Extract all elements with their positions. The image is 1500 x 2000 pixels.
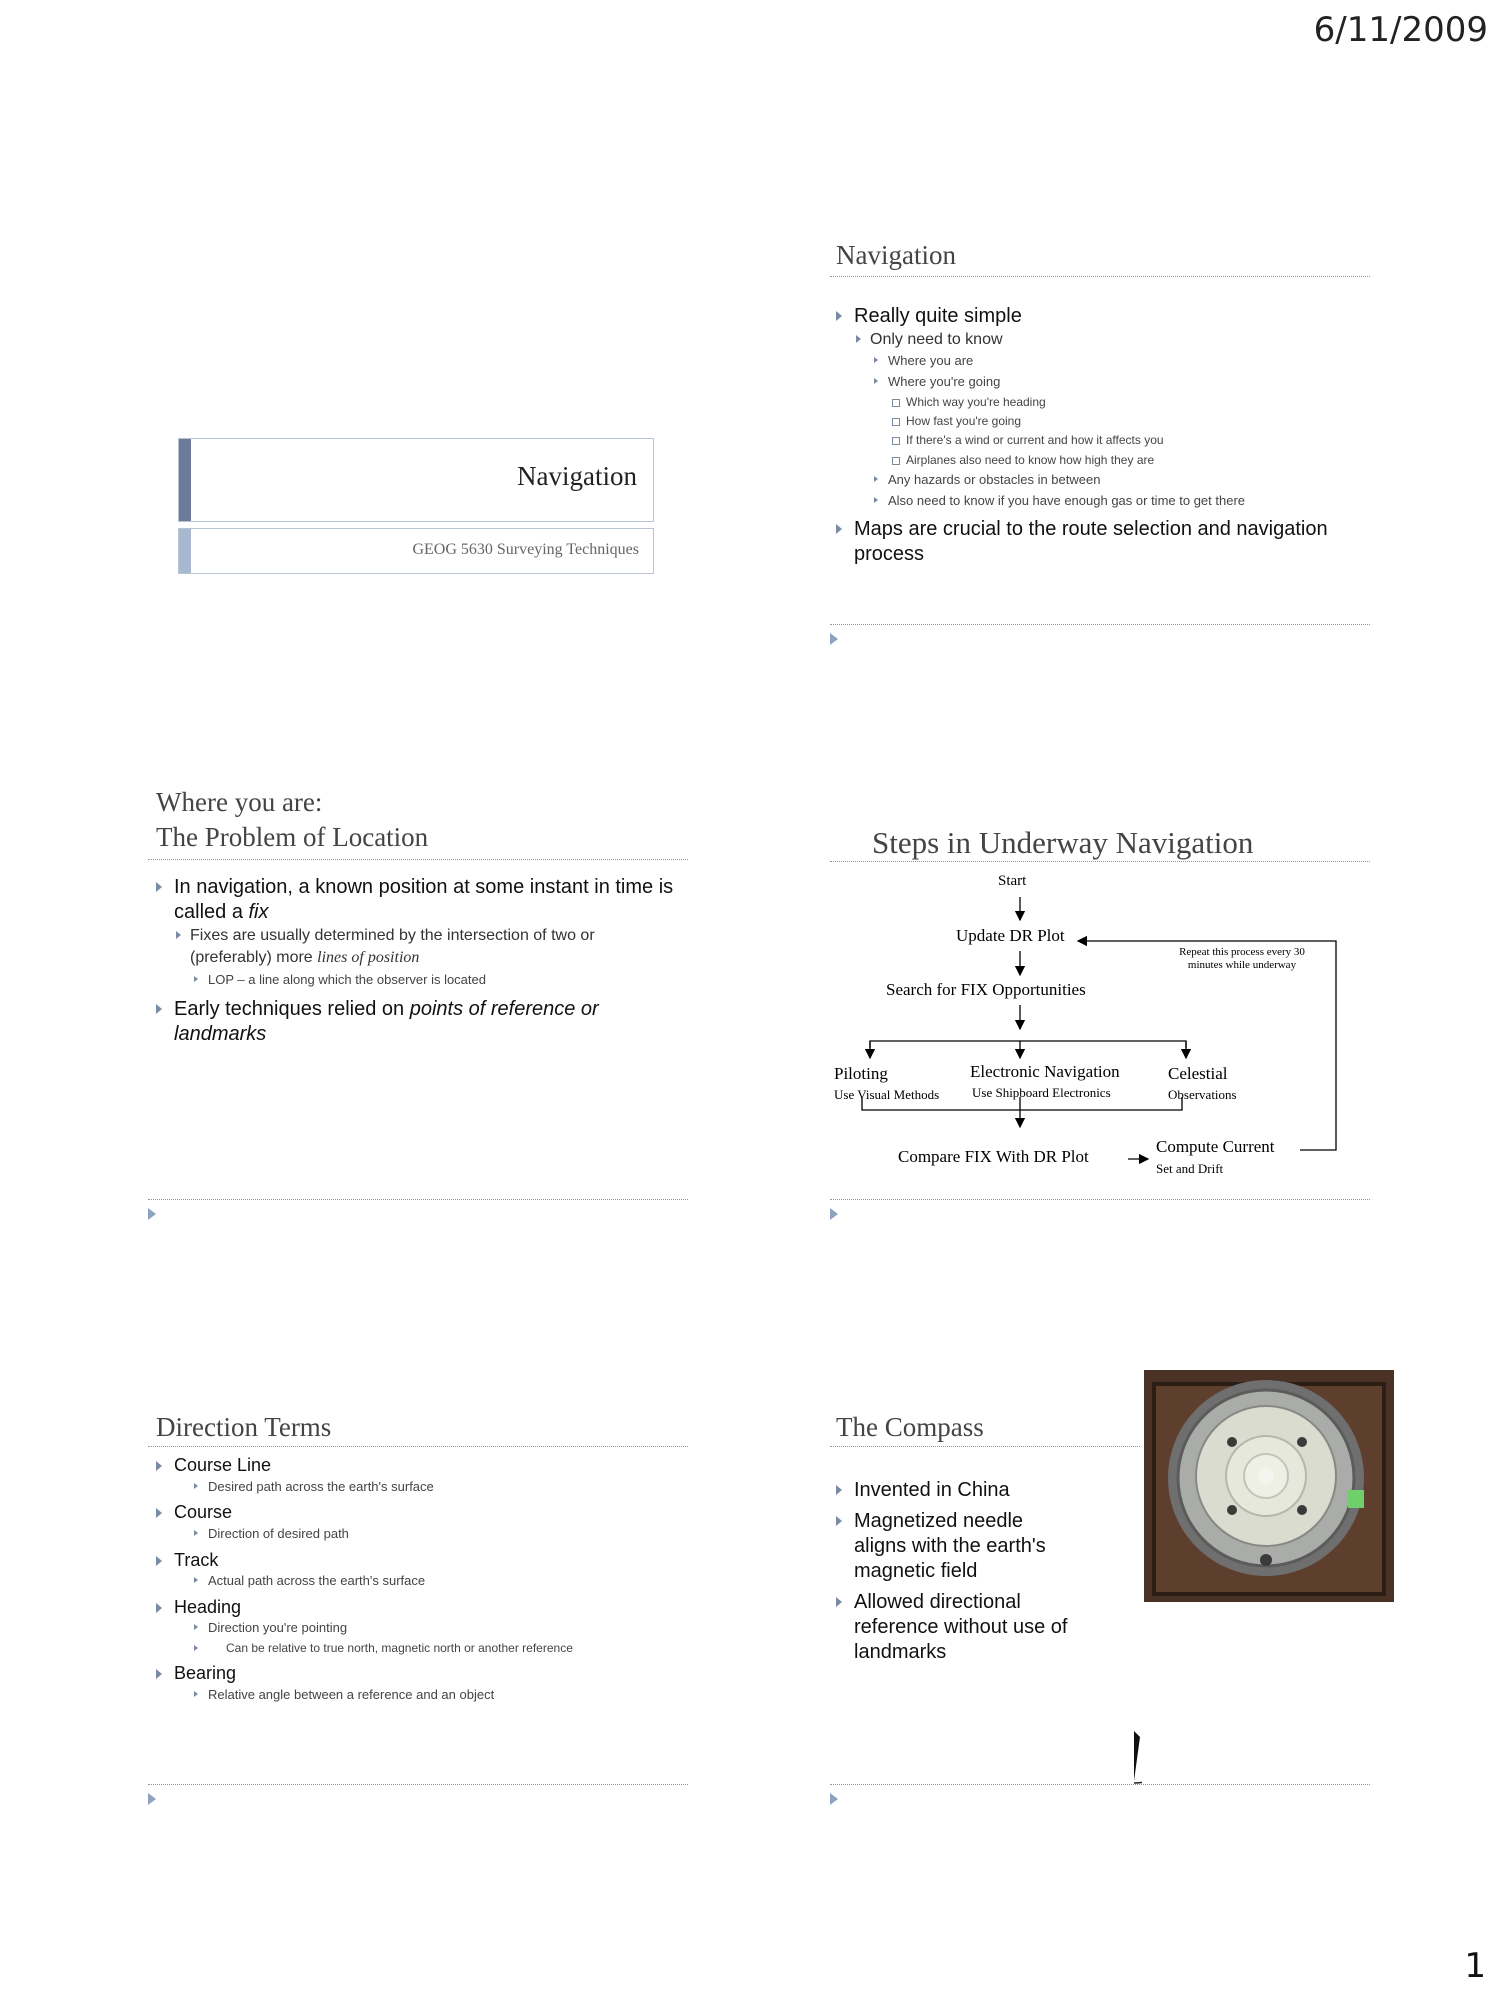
compass-rose-icon [1082,1672,1142,1790]
footer-rule [830,1784,1370,1785]
heading-line-2: The Problem of Location [156,822,429,853]
footer-rule [148,1199,688,1200]
slide-title-text: Navigation [517,461,637,491]
bullet-list [156,871,676,1047]
sub-sub-bullet: LOP – a line along which the observer is located [156,970,676,991]
title-box [178,438,654,522]
heading-line-1: Where you are: [156,787,323,817]
term-bullet: Bearing [156,1662,676,1685]
term-description: Relative angle between a reference and an object [156,1685,676,1706]
emphasis-text: lines of position [317,949,420,967]
bullet-text: Fixes are usually determined by the intersection of two or (preferably) more [190,927,595,967]
step-compare-fix: Compare FIX With DR Plot [898,1147,1089,1166]
bullet: Invented in China [836,1478,1076,1503]
slide-heading: Navigation [836,240,956,270]
step-compute-current: Compute Current [1156,1137,1275,1156]
checkbox-bullet: How fast you're going [836,412,1366,431]
subtitle-box [178,528,654,574]
page-date: 6/11/2009 [1313,10,1488,50]
slide-navigation [830,220,1370,625]
footer-arrow-icon [830,1208,838,1220]
slide-heading [156,785,428,855]
emphasis-text: points of reference or landmarks [174,997,599,1045]
heading-rule [830,276,1370,277]
emphasis-text: fix [248,901,269,923]
footer-rule [830,624,1370,625]
bullet: Magnetized needle aligns with the earth's magnetic field [836,1509,1076,1584]
bullet-list [156,1450,676,1706]
slide-title [148,220,688,625]
checkbox-bullet: If there's a wind or current and how it affects you [836,431,1366,450]
footer-rule [830,1199,1370,1200]
term-description: Direction you're pointing [156,1618,676,1639]
branch-line [870,1041,1186,1048]
step-search-fix: Search for FIX Opportunities [886,980,1086,999]
compass-photo [1144,1370,1394,1602]
method-celestial: Celestial [1168,1064,1228,1083]
slide-direction-terms [148,1370,688,1775]
footer-rule [148,1784,688,1785]
step-compute-desc: Set and Drift [1156,1161,1224,1176]
bullet: Really quite simple [836,304,1366,329]
bullet [156,997,676,1047]
slide-heading: The Compass [836,1412,984,1442]
sub-sub-bullet: Also need to know if you have enough gas or time to get there [836,491,1366,512]
footer-arrow-icon [148,1793,156,1805]
method-celestial-desc: Observations [1168,1087,1237,1102]
bullet [156,875,676,925]
sub-bullet: Only need to know [836,329,1366,351]
bullet-list [836,300,1366,567]
method-electronic: Electronic Navigation [970,1062,1120,1081]
step-start: Start [998,873,1027,889]
method-piloting: Piloting [834,1064,888,1083]
term-description: Actual path across the earth's surface [156,1571,676,1592]
term-bullet: Course [156,1501,676,1524]
bullet-text: Early techniques relied on [174,997,410,1020]
bullet: Maps are crucial to the route selection and navigation process [836,517,1366,567]
bullet-list [836,1474,1076,1665]
sub-bullet [156,925,676,970]
term-description: Desired path across the earth's surface [156,1477,676,1498]
slide-compass [830,1370,1370,1775]
method-piloting-desc: Use Visual Methods [834,1087,940,1102]
slide-where-you-are [148,785,688,1190]
title-accent-bar [179,439,191,521]
compass-photo-illustration [1144,1370,1394,1602]
repeat-note: Repeat this process every 30 minutes while underway [1179,946,1305,971]
footer-arrow-icon [830,1793,838,1805]
heading-rule [148,1446,688,1447]
footer-arrow-icon [148,1208,156,1220]
term-description: Direction of desired path [156,1524,676,1545]
repeat-loop-arrow [1078,941,1336,1150]
checkbox-bullet: Which way you're heading [836,393,1366,412]
slide-underway-steps [830,785,1370,1190]
sub-sub-bullet: Any hazards or obstacles in between [836,470,1366,491]
step-update-dr-plot: Update DR Plot [956,926,1065,945]
term-bullet: Heading [156,1596,676,1619]
bullet: Allowed directional reference without use of landmarks [836,1590,1076,1665]
term-bullet: Track [156,1549,676,1572]
method-electronic-desc: Use Shipboard Electronics [972,1085,1111,1100]
slide-heading: Steps in Underway Navigation [872,825,1254,860]
bullet-text: In navigation, a known position at some instant in time is called a [174,876,674,923]
slide-subtitle-text: GEOG 5630 Surveying Techniques [412,541,639,558]
term-bullet: Course Line [156,1454,676,1477]
checkbox-bullet: Airplanes also need to know how high they are [836,451,1366,470]
footer-arrow-icon [830,633,838,645]
term-note: Can be relative to true north, magnetic north or another reference [156,1639,676,1658]
page-number: 1 [1464,1946,1486,1986]
heading-rule [148,859,688,860]
slide-heading: Direction Terms [156,1412,332,1442]
sub-sub-bullet: Where you are [836,351,1366,372]
heading-rule [830,1446,1140,1447]
sub-sub-bullet: Where you're going [836,372,1366,393]
subtitle-accent-bar [179,529,191,573]
